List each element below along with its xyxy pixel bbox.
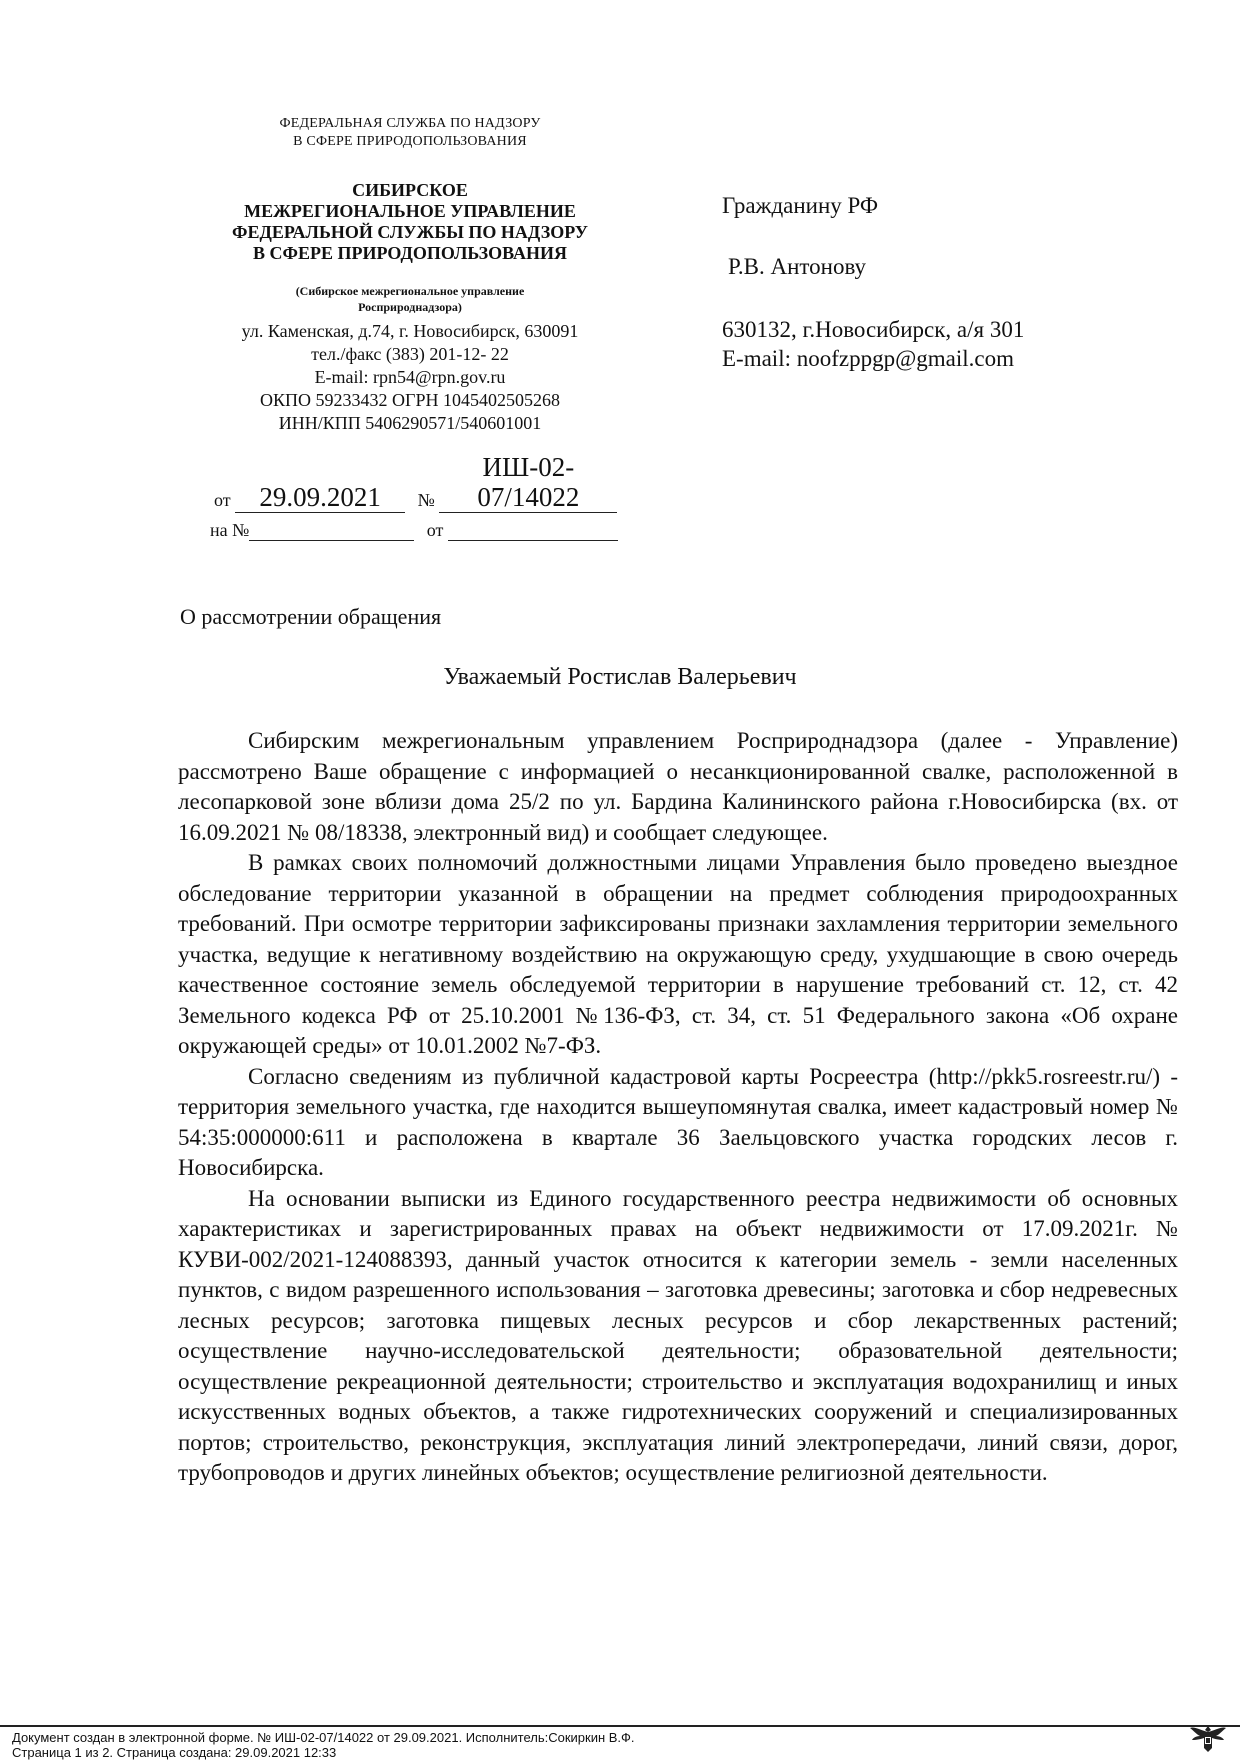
- ref-from-label: от: [426, 520, 444, 540]
- addressee-line-4: E-mail: noofzppgp@gmail.com: [722, 346, 1015, 371]
- org-inn: ИНН/КПП 5406290571/540601001: [278, 413, 542, 433]
- footer-line-1: Документ создан в электронной форме. № ИШ-02-07/14022 от 29.09.2021. Исполнитель:Сокиркин В.Ф.: [12, 1730, 635, 1745]
- org-line-3: ФЕДЕРАЛЬНОЙ СЛУЖБЫ ПО НАДЗОРУ: [231, 222, 588, 242]
- reg-from-label: от: [214, 490, 231, 510]
- reference-line: [210, 520, 618, 541]
- service-line-2: В СФЕРЕ ПРИРОДОПОЛЬЗОВАНИЯ: [293, 134, 527, 149]
- org-line-2: МЕЖРЕГИОНАЛЬНОЕ УПРАВЛЕНИЕ: [244, 201, 576, 221]
- addressee-line-3: 630132, г.Новосибирск, а/я 301: [722, 317, 1025, 342]
- footer-line-2: Страница 1 из 2. Страница создана: 29.09.2021 12:33: [12, 1745, 337, 1760]
- service-line-1: ФЕДЕРАЛЬНАЯ СЛУЖБА ПО НАДЗОРУ: [279, 116, 541, 131]
- paragraph: В рамках своих полномочий должностными лицами Управления было проведено выездное обследование территории указанной в обращении на предмет соблюдения природоохранных требований. При осмотре территории зафиксированы признаки захламления территории земельного участка, ведущие к негативному воздействию на окружающую среду, ухудшающие в свою очередь качественное состояние земель обследуемой территории в нарушение требований ст. 12, ст. 42 Земельного кодекса РФ от 25.10.2001 №136-ФЗ, ст. 34, ст. 51 Федерального закона «Об охране окружающей среды» от 10.01.2002 №7-ФЗ.: [178, 850, 1178, 1058]
- org-address: ул. Каменская, д.74, г. Новосибирск, 630091: [241, 321, 579, 341]
- organization-contacts: [200, 320, 620, 435]
- org-email: E-mail: rpn54@rpn.gov.ru: [314, 367, 506, 387]
- footer-divider: [0, 1725, 1240, 1727]
- org-okpo: ОКПО 59233432 ОГРН 1045402505268: [260, 390, 560, 410]
- addressee-line-2: Р.В. Антонову: [728, 254, 867, 279]
- ref-date-blank: [448, 522, 618, 541]
- reg-no-label: №: [417, 490, 435, 510]
- org-phone: тел./факс (383) 201-12- 22: [311, 344, 509, 364]
- paragraph: Сибирским межрегиональным управлением Росприроднадзора (далее - Управление) рассмотрено Ваше обращение с информацией о несанкционированной свалке, расположенной в лесопарковой зоне вблизи дома 25/2 по ул. Бардина Калининского района г.Новосибирска (вх. от 16.09.2021 № 08/18338, электронный вид) и сообщает следующее.: [178, 728, 1178, 845]
- organization-short-name: [200, 283, 620, 315]
- double-headed-eagle-emblem-icon: [1188, 1722, 1228, 1754]
- org-line-1: СИБИРСКОЕ: [352, 180, 468, 200]
- org-short-line-1: (Сибирское межрегиональное управление: [295, 284, 525, 298]
- letter-body: [178, 726, 1178, 1489]
- letter-subject: О рассмотрении обращения: [180, 604, 442, 629]
- footer: [12, 1730, 635, 1760]
- paragraph: Согласно сведениям из публичной кадастровой карты Росреестра (http://pkk5.rosreestr.ru/) - территория земельного участка, где находится вышеупомянутая свалка, имеет кадастровый номер № 54:35:000000:611 и расположена в квартале 36 Заельцовского участка городских лесов г. Новосибирска.: [178, 1063, 1178, 1180]
- organization-name: [200, 180, 620, 264]
- reg-number: ИШ-02-07/14022: [439, 452, 617, 513]
- salutation: Уважаемый Ростислав Валерьевич: [443, 664, 797, 690]
- service-name: [200, 115, 620, 151]
- ref-no-label: на №: [210, 520, 250, 540]
- reg-date: 29.09.2021: [235, 482, 405, 513]
- org-short-line-2: Росприроднадзора): [358, 300, 462, 314]
- addressee-line-1: Гражданину РФ: [722, 193, 879, 218]
- ref-number-blank: [249, 522, 414, 541]
- paragraph: На основании выписки из Единого государственного реестра недвижимости об основных характеристиках и зарегистрированных правах на объект недвижимости от 17.09.2021г. № КУВИ-002/2021-124088393, данный участок относится к категории земель - земли населенных пунктов, с видом разрешенного использования – заготовка древесины; заготовка и сбор недревесных лесных ресурсов; заготовка пищевых лесных ресурсов и сбор лекарственных растений; осуществление научно-исследовательской деятельности; образовательной деятельности; осуществление рекреационной деятельности; строительство и эксплуатация водохранилищ и иных искусственных водных объектов, а также гидротехнических сооружений и специализированных портов; строительство, реконструкция, эксплуатация линий электропередачи, линий связи, дорог, трубопроводов и других линейных объектов; осуществление религиозной деятельности.: [178, 1185, 1178, 1485]
- org-line-4: В СФЕРЕ ПРИРОДОПОЛЬЗОВАНИЯ: [253, 243, 567, 263]
- registration-line: [214, 452, 617, 513]
